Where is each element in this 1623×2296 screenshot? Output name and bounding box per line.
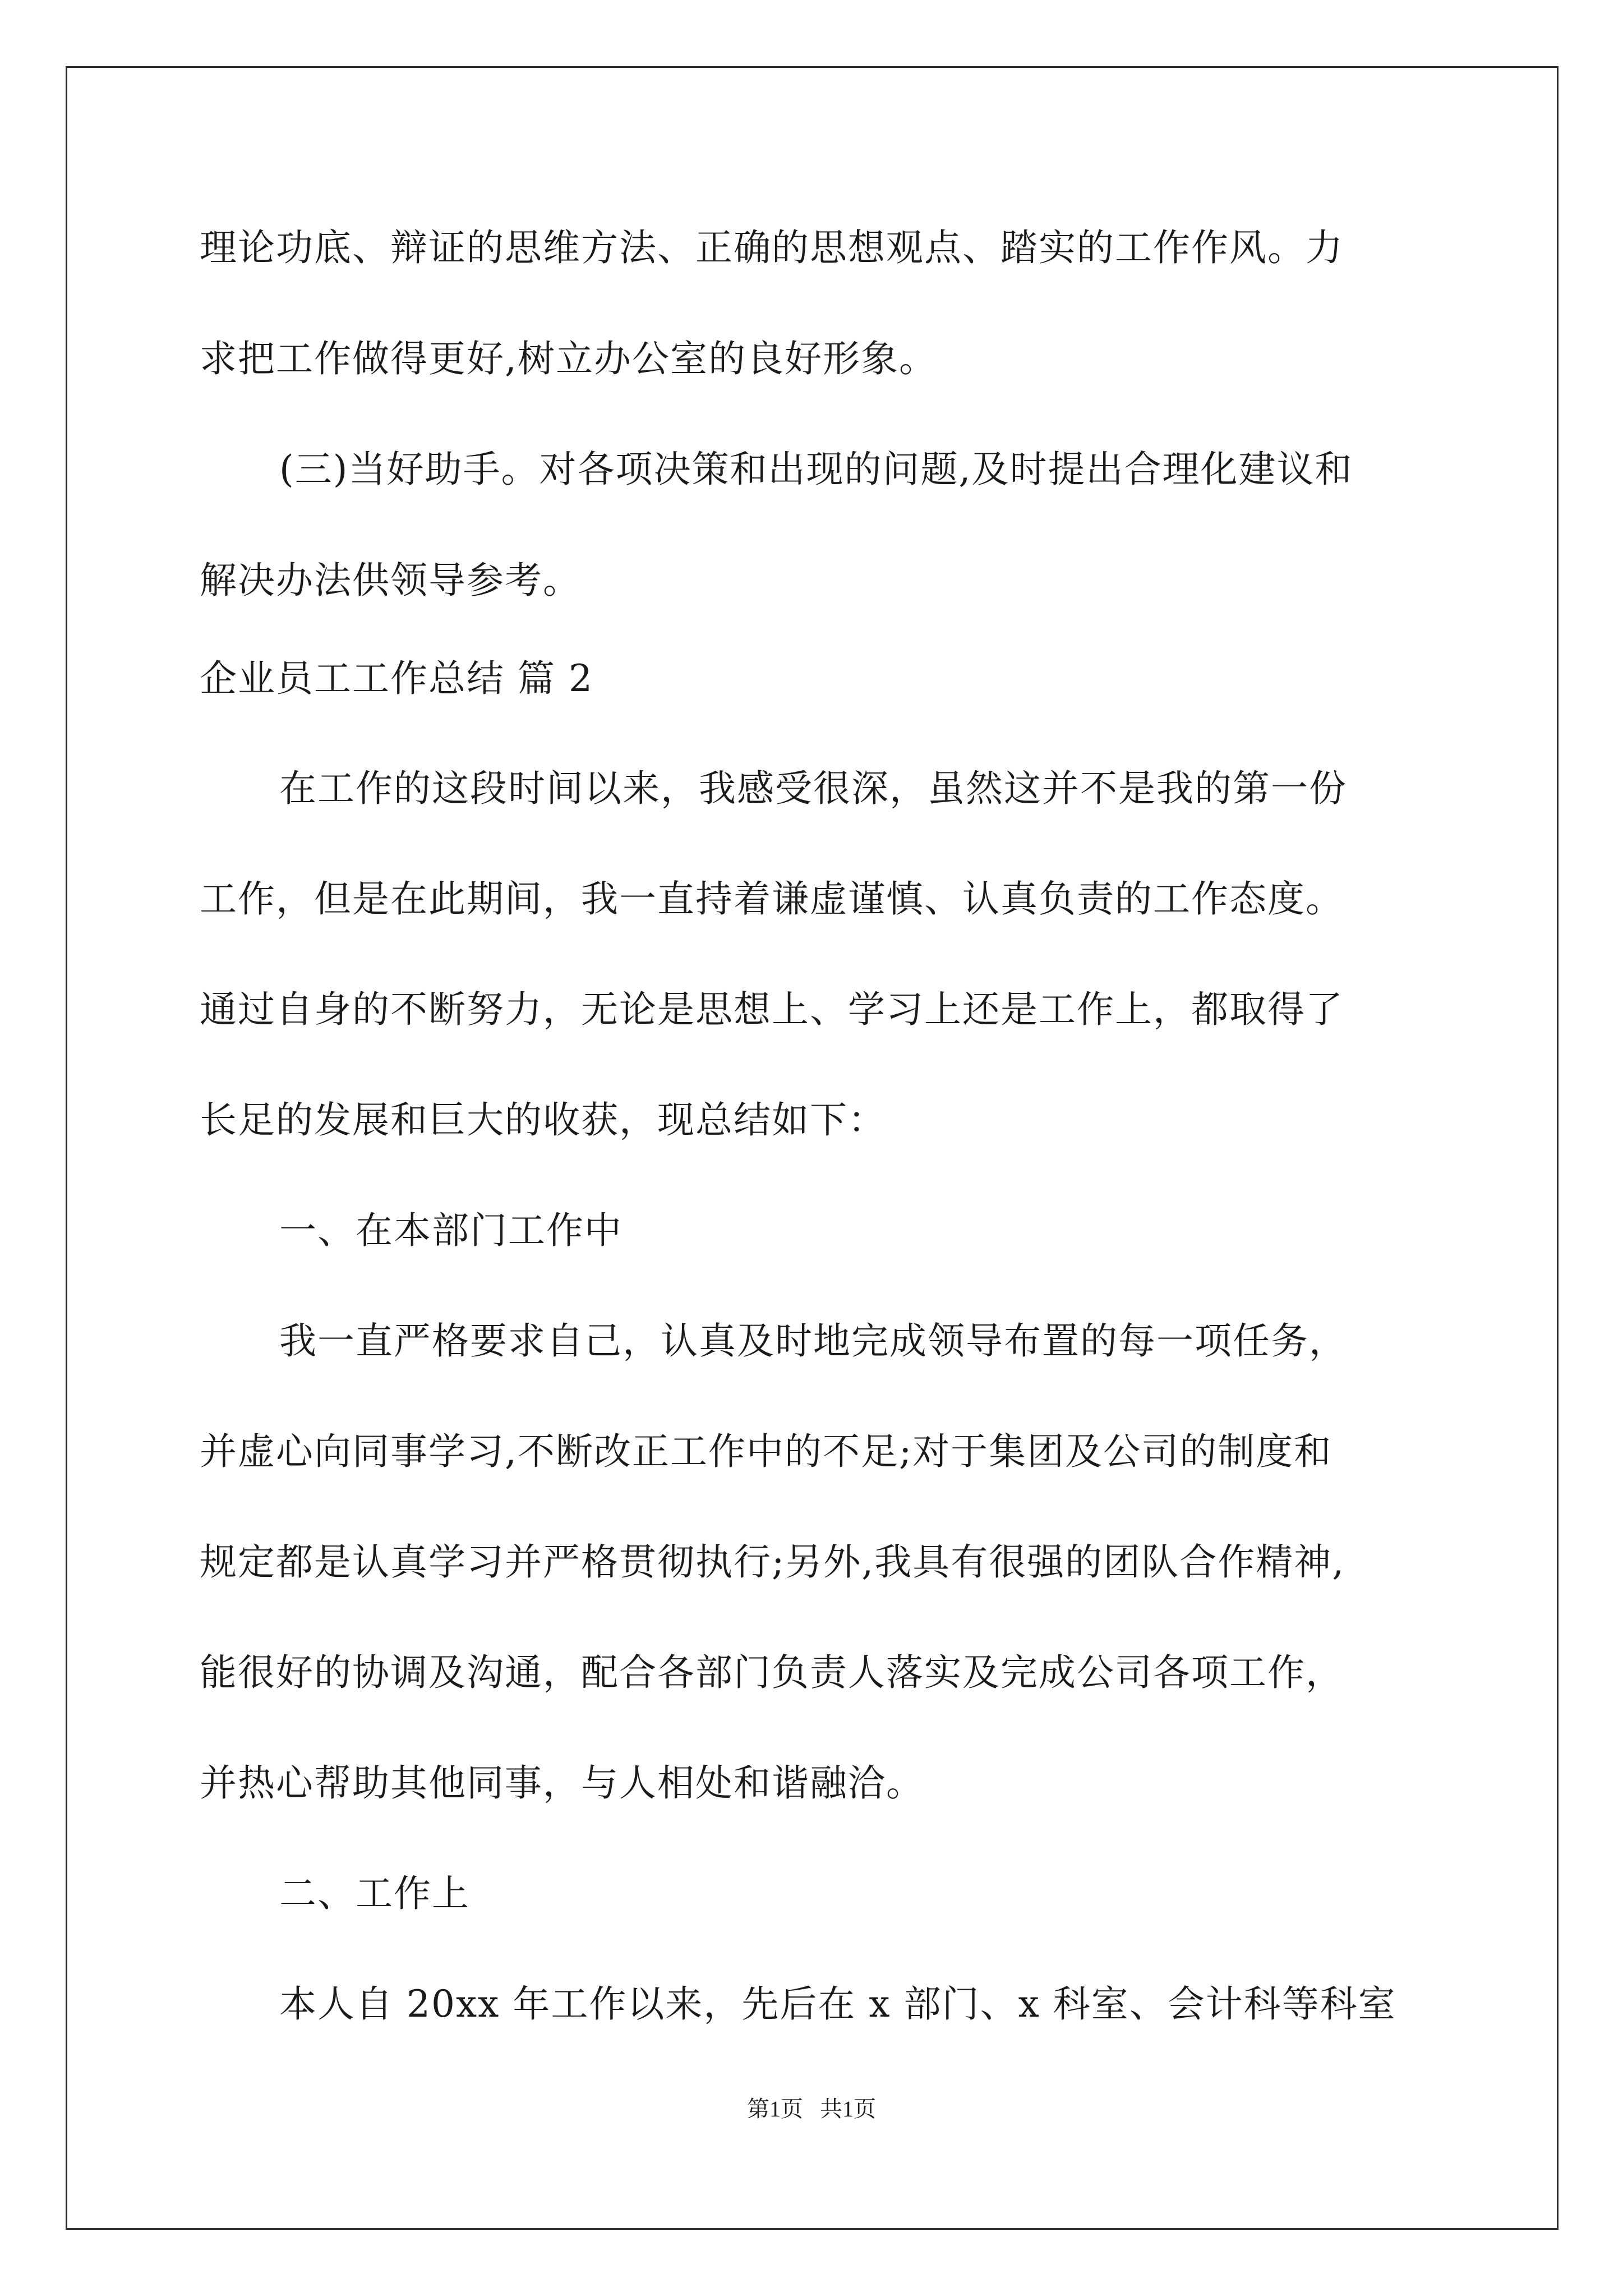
paragraph-line: 解决办法供领导参考。 (200, 559, 581, 602)
paragraph-line: 在工作的这段时间以来，我感受很深，虽然这并不是我的第一份 (279, 767, 1347, 810)
section-heading: 企业员工工作总结 篇 2 (200, 657, 593, 700)
paragraph-line: 理论功底、辩证的思维方法、正确的思想观点、踏实的工作作风。力 (200, 226, 1344, 269)
paragraph-line: 通过自身的不断努力，无论是思想上、学习上还是工作上，都取得了 (200, 988, 1344, 1031)
paragraph-line: 并热心帮助其他同事，与人相处和谐融洽。 (200, 1761, 924, 1805)
paragraph-line: 并虚心向同事学习,不断改正工作中的不足;对于集团及公司的制度和 (200, 1430, 1332, 1473)
subsection-heading: 一、在本部门工作中 (279, 1209, 623, 1252)
page-footer: 第1页 共1页 (747, 2096, 876, 2122)
paragraph-line: 能很好的协调及沟通，配合各部门负责人落实及完成公司各项工作， (200, 1651, 1344, 1694)
paragraph-line: 求把工作做得更好,树立办公室的良好形象。 (200, 337, 937, 380)
paragraph-line: (三)当好助手。对各项决策和出现的问题,及时提出合理化建议和 (279, 448, 1353, 491)
paragraph-line: 长足的发展和巨大的收获，现总结如下： (200, 1098, 886, 1142)
paragraph-line: 工作，但是在此期间，我一直持着谦虚谨慎、认真负责的工作态度。 (200, 877, 1344, 921)
paragraph-line: 本人自 20xx 年工作以来，先后在 x 部门、x 科室、会计科等科室 (279, 1982, 1396, 2026)
subsection-heading: 二、工作上 (279, 1872, 470, 1915)
paragraph-line: 我一直严格要求自己，认真及时地完成领导布置的每一项任务， (279, 1319, 1347, 1363)
paragraph-line: 规定都是认真学习并严格贯彻执行;另外,我具有很强的团队合作精神, (200, 1540, 1345, 1584)
